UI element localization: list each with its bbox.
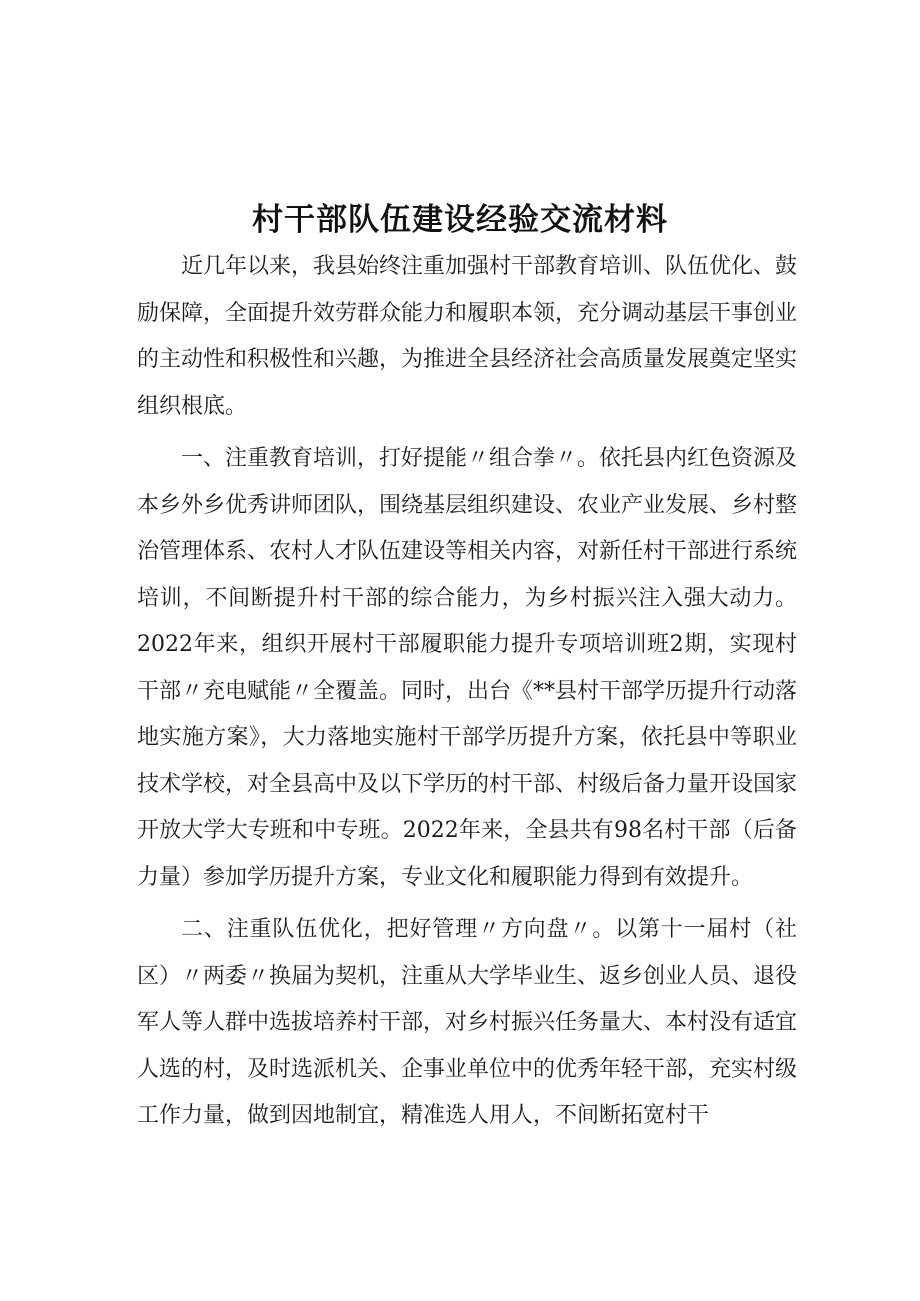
paragraph-intro: 近几年以来，我县始终注重加强村干部教育培训、队伍优化、鼓励保障，全面提升效劳群众能力和履职本领，充分调动基层干事创业的主动性和积极性和兴趣，为推进全县经济社会高质量发展奠定坚实组织根底。: [137, 254, 798, 419]
paragraph-section-2: 二、注重队伍优化，把好管理〃方向盘〃。以第十一届村（社区）〃两委〃换届为契机，注重从大学毕业生、返乡创业人员、退役军人等人群中选拔培养村干部，对乡村振兴任务量大、本村没有适宜人选的村，及时选派机关、企事业单位中的优秀年轻干部，充实村级工作力量，做到因地制宜，精准选人用人，不间断拓宽村干: [137, 917, 798, 1128]
document-body: [137, 244, 797, 1146]
paragraph-section-1: 一、注重教育培训，打好提能〃组合拳〃。依托县内红色资源及本乡外乡优秀讲师团队，围绕基层组织建设、农业产业发展、乡村整治管理体系、农村人才队伍建设等相关内容，对新任村干部进行系统培训，不间断提升村干部的综合能力，为乡村振兴注入强大动力。2022年来，组织开展村干部履职能力提升专项培训班2期，实现村干部〃充电赋能〃全覆盖。同时，出台《**县村干部学历提升行动落地实施方案》，大力落地实施村干部学历提升方案，依托县中等职业技术学校，对全县高中及以下学历的村干部、村级后备力量开设国家开放大学大专班和中专班。2022年来，全县共有98名村干部（后备力量）参加学历提升方案，专业文化和履职能力得到有效提升。: [137, 446, 798, 890]
document-title: 村干部队伍建设经验交流材料: [252, 202, 668, 238]
